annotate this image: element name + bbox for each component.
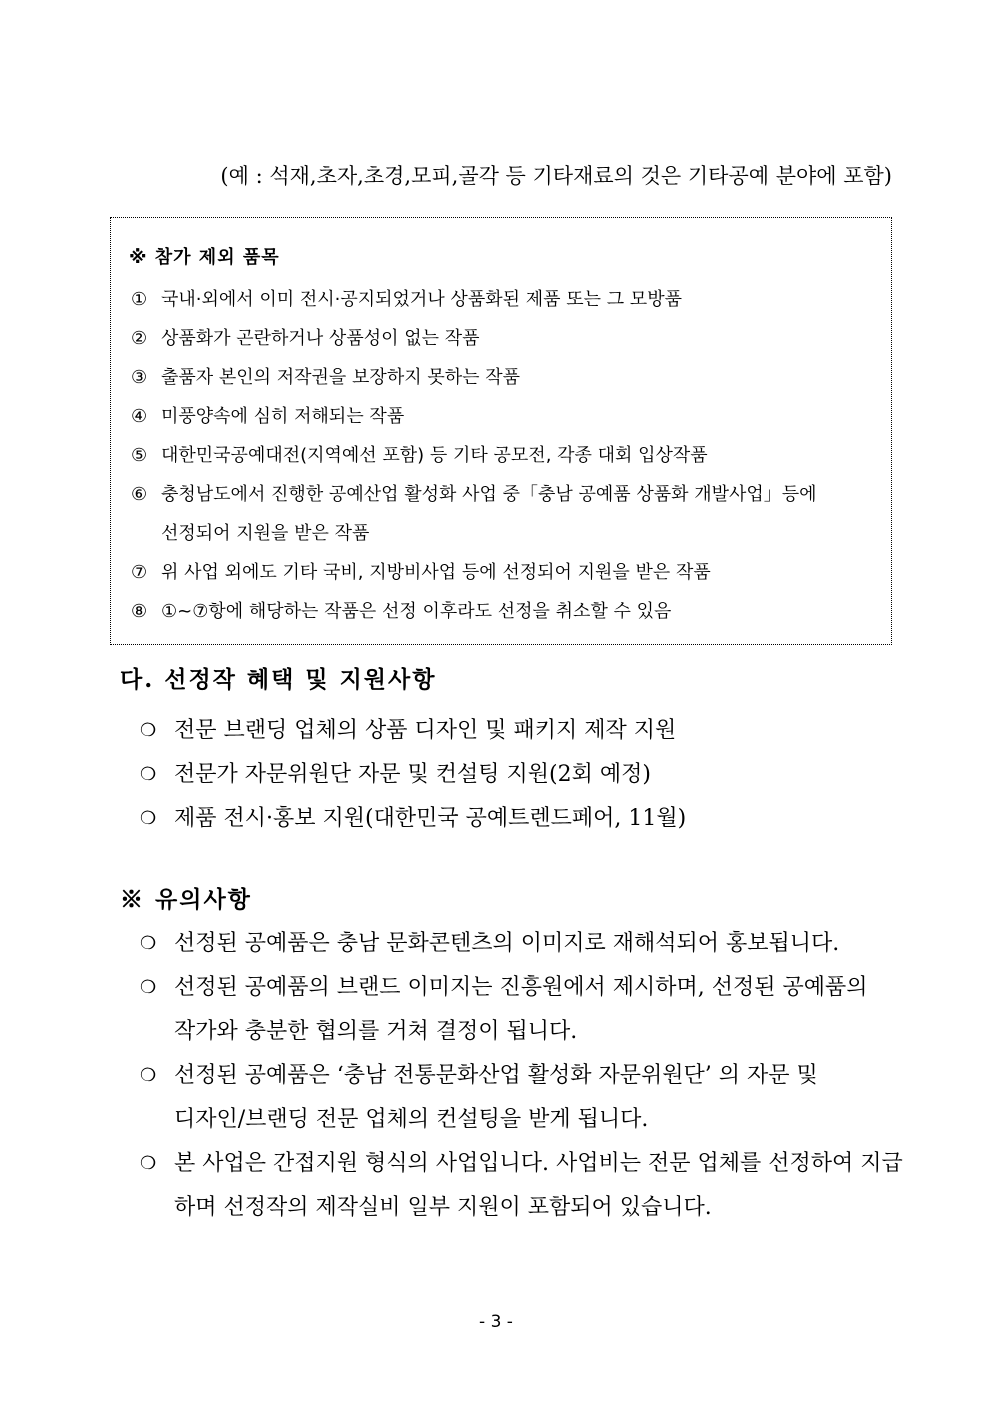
bullet-circle-icon: ❍: [140, 1153, 157, 1174]
item-text: 상품화가 곤란하거나 상품성이 없는 작품: [161, 328, 480, 349]
note-text: 선정된 공예품의 브랜드 이미지는 진흥원에서 제시하며, 선정된 공예품의: [174, 975, 868, 1000]
exclusion-item: [131, 592, 817, 631]
exclusion-item: [131, 319, 817, 358]
bullet-circle-icon: ❍: [140, 977, 157, 998]
note-text-continued: 디자인/브랜딩 전문 업체의 컨설팅을 받게 됩니다.: [174, 1107, 649, 1132]
bullet-circle-icon: ❍: [140, 933, 157, 954]
exclusion-list: [131, 280, 817, 631]
item-number: ④: [131, 406, 148, 427]
exclusion-item: [131, 553, 817, 592]
item-text: ①~⑦항에 해당하는 작품은 선정 이후라도 선정을 취소할 수 있음: [161, 601, 672, 622]
benefits-heading: 다. 선정작 혜택 및 지원사항: [120, 666, 437, 693]
bullet-circle-icon: ❍: [140, 764, 157, 785]
item-number: ①: [131, 289, 148, 310]
item-number: ⑤: [131, 445, 148, 466]
exclusion-item: [131, 397, 817, 436]
notes-heading: ※ 유의사항: [120, 886, 252, 913]
item-number: ⑦: [131, 562, 148, 583]
benefit-item: [140, 797, 686, 841]
example-note: (예 : 석재,초자,초경,모피,골각 등 기타재료의 것은 기타공예 분야에 포함): [220, 164, 892, 188]
item-text-continued: 선정되어 지원을 받은 작품: [161, 523, 370, 544]
item-text: 출품자 본인의 저작권을 보장하지 못하는 작품: [161, 367, 520, 388]
page-number: - 3 -: [479, 1312, 513, 1332]
note-text-continued: 하며 선정작의 제작실비 일부 지원이 포함되어 있습니다.: [174, 1195, 712, 1220]
bullet-circle-icon: ❍: [140, 720, 157, 741]
note-text: 선정된 공예품은 충남 문화콘텐츠의 이미지로 재해석되어 홍보됩니다.: [174, 931, 840, 956]
item-number: ⑧: [131, 601, 148, 622]
exclusion-item: [131, 436, 817, 475]
benefit-text: 제품 전시·홍보 지원(대한민국 공예트렌드페어, 11월): [174, 806, 687, 831]
bullet-circle-icon: ❍: [140, 808, 157, 829]
exclusion-item: [131, 280, 817, 319]
note-text-continued: 작가와 충분한 협의를 거쳐 결정이 됩니다.: [174, 1019, 578, 1044]
benefit-item: [140, 709, 686, 753]
note-text: 선정된 공예품은 ‘충남 전통문화산업 활성화 자문위원단’ 의 자문 및: [174, 1063, 818, 1088]
item-number: ⑥: [131, 484, 148, 505]
item-number: ③: [131, 367, 148, 388]
notes-list: [140, 922, 903, 1230]
item-text: 국내·외에서 이미 전시·공지되었거나 상품화된 제품 또는 그 모방품: [161, 289, 682, 310]
note-item: [140, 966, 903, 1054]
note-item: [140, 1142, 903, 1230]
exclusion-item: [131, 475, 817, 553]
benefit-text: 전문가 자문위원단 자문 및 컨설팅 지원(2회 예정): [174, 762, 651, 787]
benefits-list: [140, 709, 686, 841]
benefit-text: 전문 브랜딩 업체의 상품 디자인 및 패키지 제작 지원: [174, 718, 677, 743]
item-number: ②: [131, 328, 148, 349]
note-item: [140, 922, 903, 966]
benefit-item: [140, 753, 686, 797]
note-text: 본 사업은 간접지원 형식의 사업입니다. 사업비는 전문 업체를 선정하여 지급: [174, 1151, 903, 1176]
note-item: [140, 1054, 903, 1142]
item-text: 대한민국공예대전(지역예선 포함) 등 기타 공모전, 각종 대회 입상작품: [161, 445, 708, 466]
exclusion-title: ※ 참가 제외 품목: [129, 247, 280, 268]
item-text: 위 사업 외에도 기타 국비, 지방비사업 등에 선정되어 지원을 받은 작품: [161, 562, 711, 583]
item-text: 충청남도에서 진행한 공예산업 활성화 사업 중「충남 공예품 상품화 개발사업」등에: [161, 484, 817, 505]
bullet-circle-icon: ❍: [140, 1065, 157, 1086]
exclusion-box: [110, 217, 892, 645]
item-text: 미풍양속에 심히 저해되는 작품: [161, 406, 405, 427]
exclusion-item: [131, 358, 817, 397]
